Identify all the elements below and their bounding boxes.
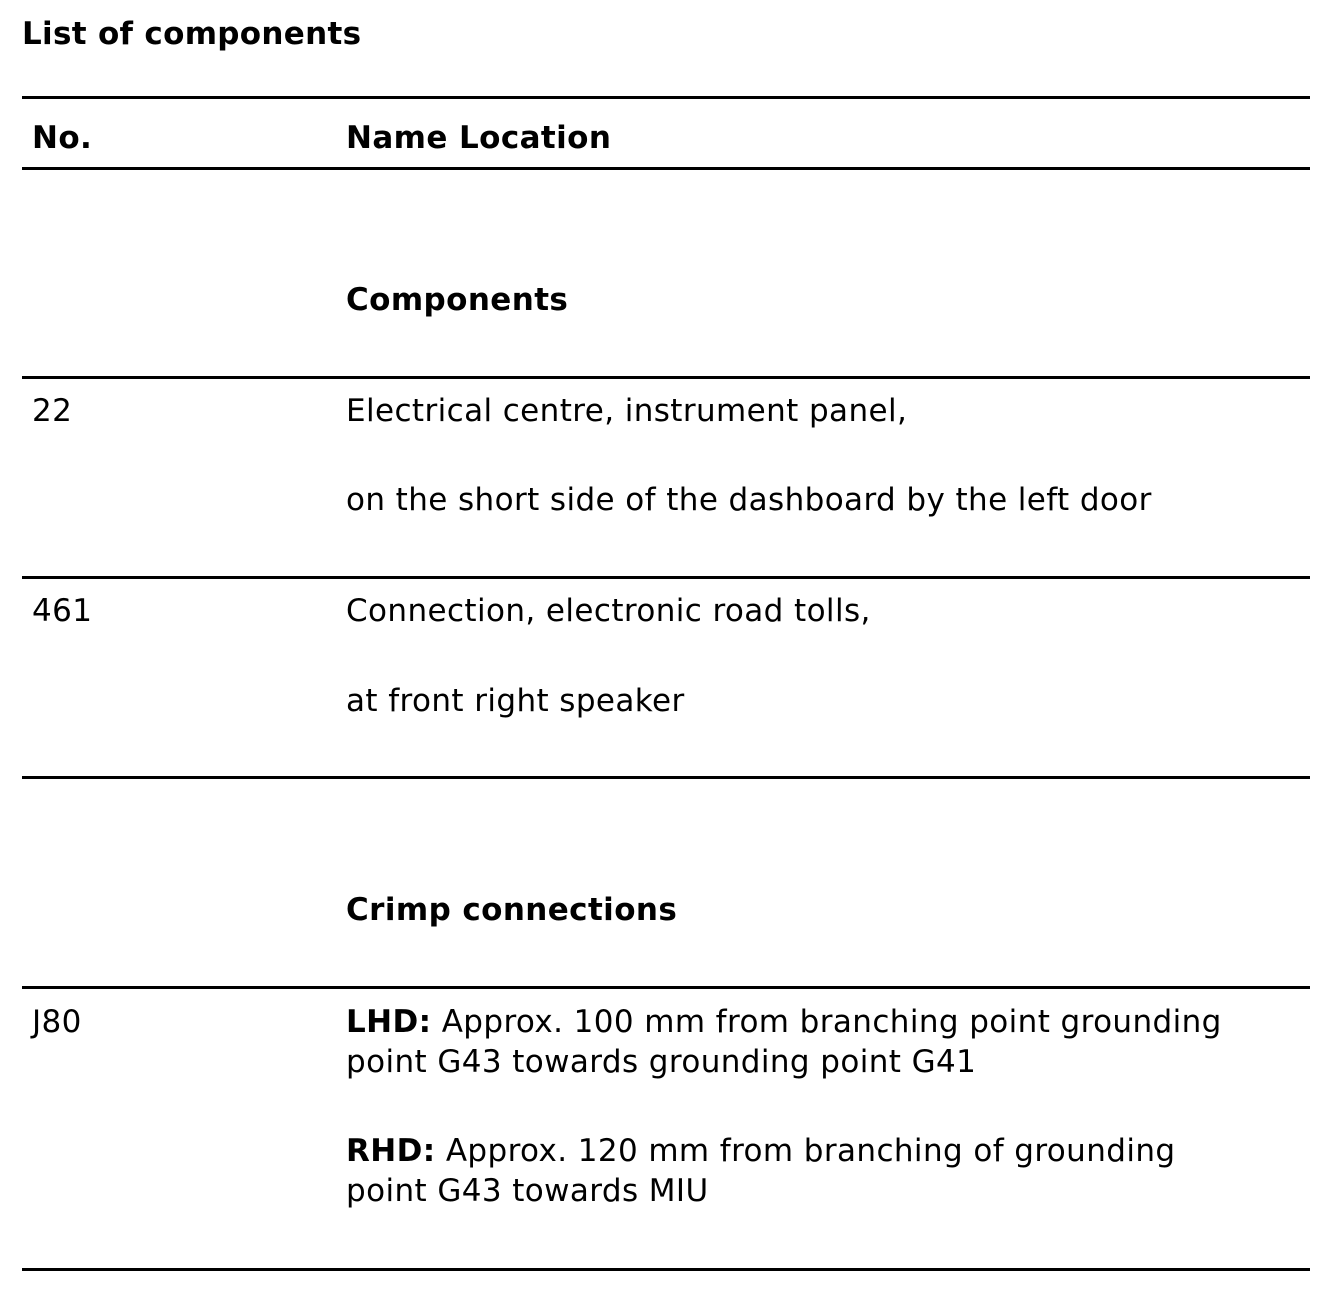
- column-header-name-location: Name Location: [346, 120, 612, 156]
- rhd-label: RHD:: [346, 1133, 436, 1169]
- component-number: 461: [32, 593, 93, 629]
- column-header-no: No.: [32, 120, 93, 156]
- lhd-label: LHD:: [346, 1004, 432, 1040]
- section-heading-crimp-connections: Crimp connections: [346, 892, 678, 928]
- component-number: J80: [32, 1004, 82, 1040]
- component-name: Electrical centre, instrument panel,: [346, 393, 908, 429]
- row-divider: [22, 576, 1310, 579]
- lhd-location-line-1: [346, 1002, 1222, 1042]
- page-title: List of components: [22, 16, 362, 52]
- row-divider: [22, 986, 1310, 989]
- section-heading-components: Components: [346, 282, 569, 318]
- component-location: on the short side of the dashboard by the left door: [346, 482, 1152, 518]
- header-bottom-rule: [22, 167, 1310, 170]
- table-top-rule: [22, 96, 1310, 99]
- component-number: 22: [32, 393, 73, 429]
- component-location: at front right speaker: [346, 683, 685, 719]
- rhd-location-line-2: point G43 towards MIU: [346, 1173, 709, 1209]
- row-divider: [22, 376, 1310, 379]
- component-name: Connection, electronic road tolls,: [346, 593, 871, 629]
- lhd-location-line-2: point G43 towards grounding point G41: [346, 1044, 977, 1080]
- rhd-text: Approx. 120 mm from branching of grounding: [445, 1133, 1176, 1169]
- row-divider: [22, 776, 1310, 779]
- rhd-location-line-1: [346, 1131, 1175, 1171]
- lhd-text: Approx. 100 mm from branching point grounding: [441, 1004, 1222, 1040]
- table-bottom-rule: [22, 1268, 1310, 1271]
